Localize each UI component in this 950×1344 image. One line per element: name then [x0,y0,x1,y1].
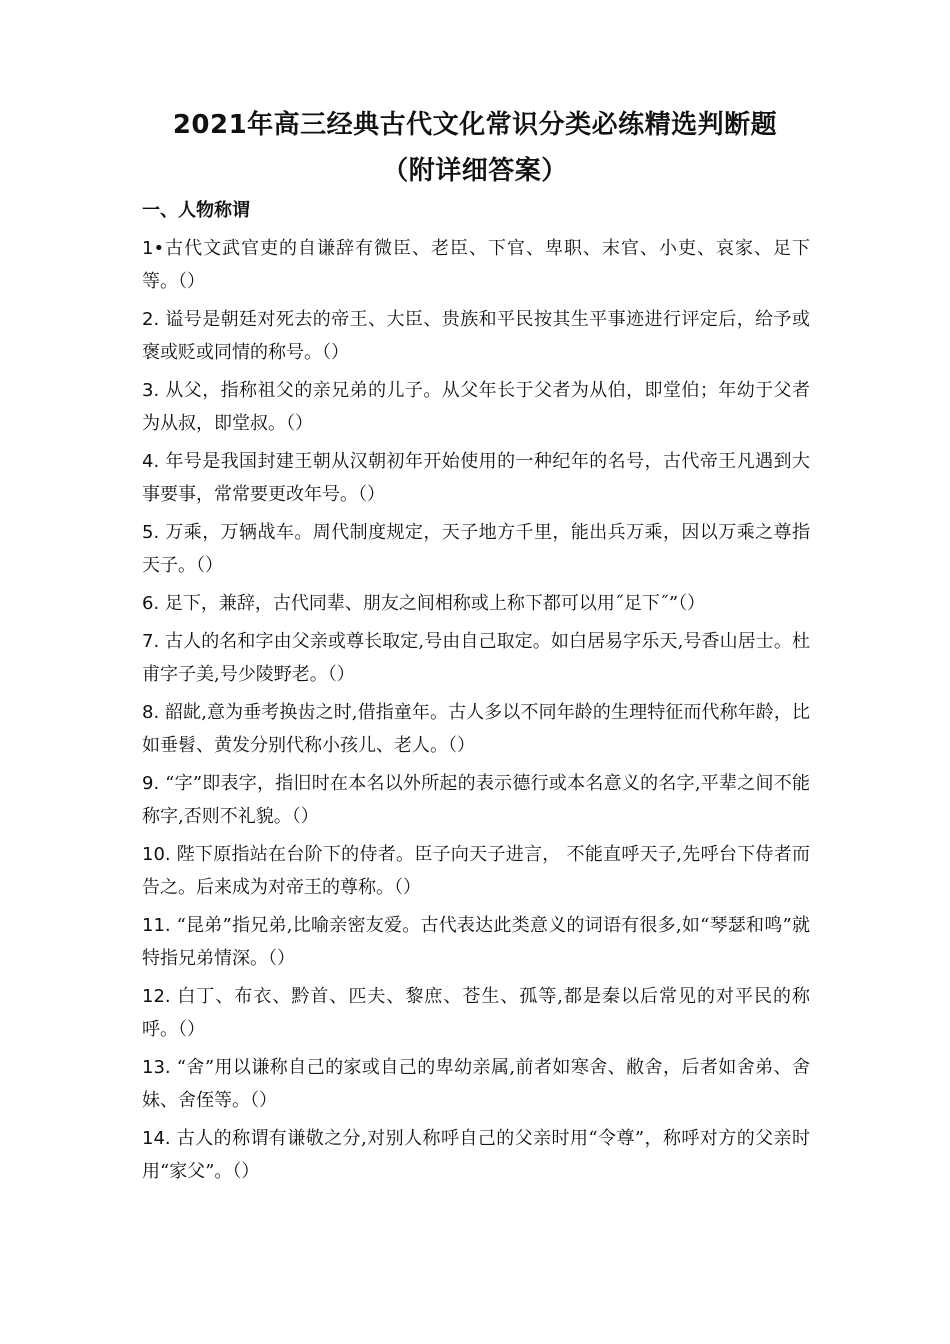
section-heading: 一、人物称谓 [142,200,250,221]
question-item-6 [142,587,810,620]
question-text: 足下，兼辞，古代同辈、朋友之间相称或上称下都可以用˝足下˝”（） [164,593,706,614]
question-number: 1• [142,238,165,259]
document-subtitle: （附详细答案） [382,156,568,186]
question-text: 古人的称谓有谦敬之分,对别人称呼自己的父亲时用“令尊”，称呼对方的父亲时用“家父”。（） [142,1128,810,1182]
question-number: 9. [142,773,166,794]
question-text: 白丁、布衣、黔首、匹夫、黎庶、苍生、孤等,都是秦以后常见的对平民的称呼。（） [142,986,811,1040]
question-list [142,232,810,1193]
question-text: 谥号是朝廷对死去的帝王、大臣、贵族和平民按其生平事迹进行评定后，给予或褒或贬或同情的称号。（） [142,309,810,363]
question-text: “舍”用以谦称自己的家或自己的卑幼亲属,前者如寒舍、敝舍，后者如舍弟、舍妹、舍侄等。（） [142,1057,810,1111]
question-number: 8. [142,702,165,723]
question-number: 6. [142,593,165,614]
question-item-12 [142,980,810,1046]
question-item-7 [142,625,810,691]
question-number: 7. [142,631,165,652]
question-text: 从父，指称祖父的亲兄弟的儿子。从父年长于父者为从伯，即堂伯；年幼于父者为从叔，即堂叔。（） [142,380,810,434]
question-text: “昆弟”指兄弟,比喻亲密友爱。古代表达此类意义的词语有很多,如“琴瑟和鸣”就特指兄弟情深。（） [142,915,811,969]
question-number: 10. [142,844,177,865]
question-number: 2. [142,309,166,330]
question-item-5 [142,516,810,582]
question-text: 万乘，万辆战车。周代制度规定，天子地方千里，能出兵万乘，因以万乘之尊指天子。（） [142,522,810,576]
question-item-3 [142,374,810,440]
question-text: “字”即表字，指旧时在本名以外所起的表示德行或本名意义的名字,平辈之间不能称字,否则不礼貌。（） [142,773,810,827]
question-number: 3. [142,380,166,401]
question-text: 陛下原指站在台阶下的侍者。臣子向天子进言， 不能直呼天子,先呼台下侍者而告之。后来成为对帝王的尊称。（） [142,844,810,898]
question-item-9 [142,767,810,833]
question-text: 年号是我国封建王朝从汉朝初年开始使用的一种纪年的名号，古代帝王凡遇到大事要事，常常要更改年号。（） [142,451,810,505]
question-number: 12. [142,986,178,1007]
question-text: 韶龀,意为垂考换齿之时,借指童年。古人多以不同年龄的生理特征而代称年龄，比如垂髫、黄发分别代称小孩儿、老人。（） [142,702,810,756]
question-number: 11. [142,915,177,936]
question-number: 14. [142,1128,177,1149]
question-item-4 [142,445,810,511]
question-number: 13. [142,1057,177,1078]
question-text: 古代文武官吏的自谦辞有微臣、老臣、下官、卑职、末官、小吏、哀家、足下等。（） [142,238,810,292]
question-item-2 [142,303,810,369]
question-item-13 [142,1051,810,1117]
question-item-14 [142,1122,810,1188]
question-item-1 [142,232,810,298]
question-number: 4. [142,451,166,472]
question-item-10 [142,838,810,904]
question-item-11 [142,909,810,975]
question-item-8 [142,696,810,762]
question-text: 古人的名和字由父亲或尊长取定,号由自己取定。如白居易字乐天,号香山居士。杜甫字子美,号少陵野老。（） [142,631,810,685]
document-title: 2021年高三经典古代文化常识分类必练精选判断题 [172,110,778,140]
question-number: 5. [142,522,166,543]
